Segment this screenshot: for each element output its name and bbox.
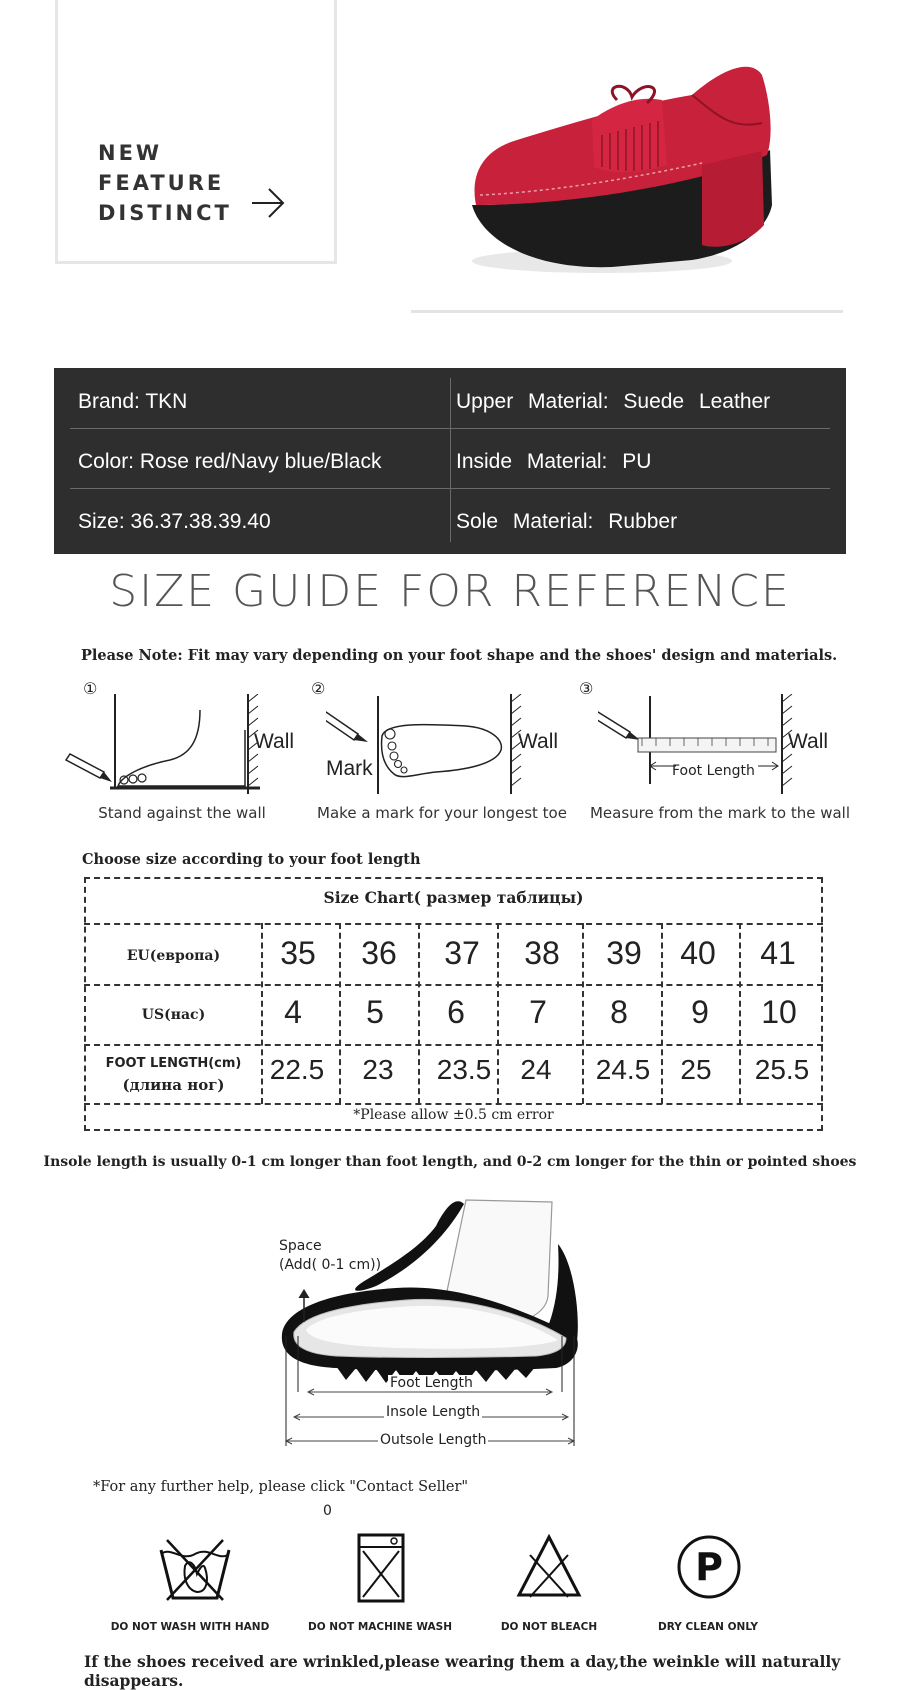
foot-length-cell: 25 <box>680 1054 712 1085</box>
foot-length-label: Foot Length <box>672 763 755 779</box>
eu-size-cell: 39 <box>606 935 642 971</box>
insole-note: Insole length is usually 0-1 cm longer than foot length, and 0-2 cm longer for the thin or pointed shoes <box>43 1154 857 1170</box>
feature-line-feature: FEATURE <box>98 171 225 195</box>
space-add-label: (Add( 0-1 cm)) <box>279 1257 382 1273</box>
feature-line-new: NEW <box>98 141 163 165</box>
step-number: ① <box>83 679 98 698</box>
size-chart-caption: Size Chart( размер таблицы) <box>323 888 584 907</box>
table-divider <box>84 1103 823 1105</box>
wall-label: Wall <box>788 730 829 753</box>
eu-row-label: EU(европа) <box>126 948 221 964</box>
eu-size-cell: 35 <box>280 935 316 971</box>
contact-seller-note: *For any further help, please click "Contact Seller" <box>93 1479 469 1495</box>
care-label: DO NOT BLEACH <box>500 1621 598 1633</box>
foot-length-cell: 23.5 <box>436 1054 492 1085</box>
wall-label: Wall <box>254 730 295 753</box>
eu-size-cell: 36 <box>361 935 397 971</box>
care-label: DRY CLEAN ONLY <box>658 1621 758 1633</box>
step-caption: Make a mark for your longest toe <box>317 804 567 822</box>
foot-length-cell: 25.5 <box>754 1054 810 1085</box>
foot-length-row-sublabel: (длина ног) <box>122 1076 225 1094</box>
measure-illustration <box>598 694 788 798</box>
step-number: ③ <box>579 679 594 698</box>
no-machine-wash-icon <box>357 1533 405 1603</box>
spec-inside-material: Inside Material: PU <box>456 450 652 473</box>
stray-zero: 0 <box>323 1503 332 1519</box>
step-caption: Measure from the mark to the wall <box>589 804 850 822</box>
spec-brand: Brand: TKN <box>78 390 188 413</box>
us-size-cell: 10 <box>761 994 797 1030</box>
us-size-cell: 4 <box>284 994 302 1030</box>
foot-length-row-label: FOOT LENGTH(cm) <box>105 1056 242 1071</box>
table-divider <box>84 984 823 986</box>
spec-divider <box>450 378 451 542</box>
fit-note: Please Note: Fit may vary depending on your foot shape and the shoes' design and materials. <box>81 647 838 664</box>
mark-label: Mark <box>326 757 373 780</box>
wall-label: Wall <box>518 730 559 753</box>
foot-length-cell: 23 <box>362 1054 394 1085</box>
arrow-right-icon[interactable] <box>250 186 286 220</box>
no-bleach-icon <box>516 1533 582 1599</box>
insole-length-label: Insole Length <box>386 1404 481 1420</box>
spec-color: Color: Rose red/Navy blue/Black <box>78 450 382 473</box>
choose-size-heading: Choose size according to your foot length <box>82 851 421 868</box>
foot-length-cell: 22.5 <box>269 1054 325 1085</box>
product-shoe-image <box>462 55 782 285</box>
hero-underline <box>411 310 843 313</box>
table-divider <box>84 923 823 925</box>
eu-size-cell: 37 <box>444 935 480 971</box>
eu-size-cell: 41 <box>760 935 796 971</box>
eu-size-cell: 40 <box>680 935 716 971</box>
care-label: DO NOT WASH WITH HAND <box>110 1621 270 1633</box>
us-size-cell: 6 <box>447 994 465 1030</box>
us-row-label: US(нас) <box>141 1007 206 1023</box>
outsole-length-label: Outsole Length <box>380 1432 487 1448</box>
stand-against-wall-illustration <box>60 690 260 794</box>
spec-table <box>54 368 846 554</box>
care-label: DO NOT MACHINE WASH <box>307 1621 452 1633</box>
no-hand-wash-icon <box>157 1536 233 1604</box>
table-divider <box>84 1044 823 1046</box>
dry-clean-icon <box>675 1533 743 1601</box>
step-caption: Stand against the wall <box>98 804 266 822</box>
spec-sole-material: Sole Material: Rubber <box>456 510 678 533</box>
svg-text:P: P <box>695 1545 723 1589</box>
foot-length-label: Foot Length <box>390 1375 473 1391</box>
spec-upper-material: Upper Material: Suede Leather <box>456 390 771 413</box>
us-size-cell: 7 <box>529 994 547 1030</box>
size-guide-title: SIZE GUIDE FOR REFERENCE <box>109 566 791 617</box>
step-number: ② <box>311 679 326 698</box>
feature-heading <box>98 138 232 228</box>
mark-toe-illustration <box>326 694 506 798</box>
eu-size-cell: 38 <box>524 935 560 971</box>
us-size-cell: 8 <box>610 994 628 1030</box>
wrinkle-note: If the shoes received are wrinkled,please wearing them a day,the weinkle will naturally disappears. <box>84 1652 841 1690</box>
size-tolerance-note: *Please allow ±0.5 cm error <box>353 1107 554 1123</box>
us-size-cell: 5 <box>366 994 384 1030</box>
foot-length-cell: 24 <box>520 1054 552 1085</box>
foot-length-cell: 24.5 <box>595 1054 651 1085</box>
spec-size: Size: 36.37.38.39.40 <box>78 510 271 533</box>
space-label: Space <box>279 1238 322 1254</box>
feature-line-distinct: DISTINCT <box>98 201 232 225</box>
us-size-cell: 9 <box>691 994 709 1030</box>
